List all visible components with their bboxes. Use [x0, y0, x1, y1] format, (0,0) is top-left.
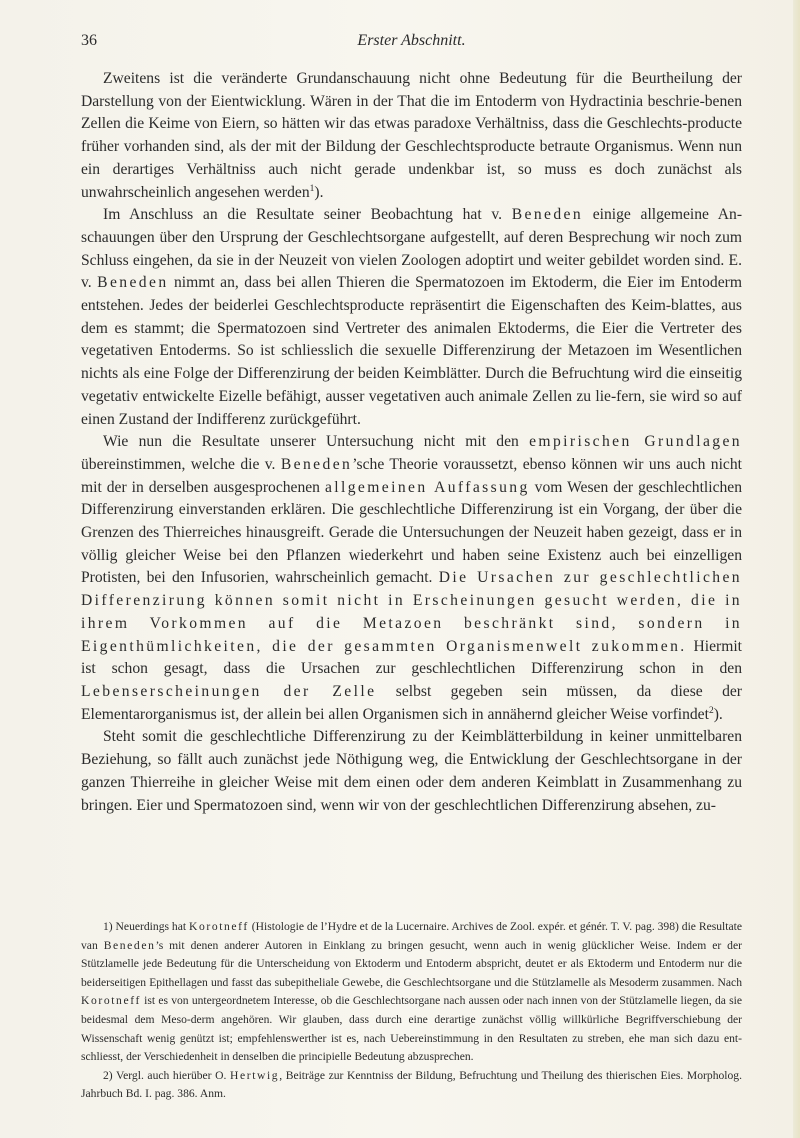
footnote-ref-2: 2	[708, 705, 714, 716]
footnote-2	[81, 1067, 742, 1104]
footnote-2-text-b: , Beiträge zur Kenntniss der Bildung, Befruchtung und Theilung des thierischen Eies. Morpholog. Jahrbuch Bd. I. pag. 386. Anm.	[81, 1068, 742, 1101]
emphasis-allgemeinen-auffassung: allgemeinen Auffassung	[324, 478, 530, 496]
footnote-ref-1: 1	[309, 183, 315, 194]
main-text	[81, 68, 742, 817]
footnote-1-text-c: ’s mit denen anderer Autoren in Einklang zu bringen gesucht, wenn auch in wenig glücklicher Weise. Indem er der Stützlamelle jede Bedeutung für die Unterscheidung von Ektoderm und Entoderm abspricht, deutet er als Ektoderm und Entoderm nur die beiderseitigen Epithellagen und fasst das subepitheliale Gewebe, die Geschlechtsorgane und die Stützlamelle als Mesoderm zusammen. Nach	[81, 938, 742, 989]
paragraph-3-end: ).	[713, 705, 723, 723]
page-number: 36	[81, 32, 97, 49]
paragraph-1-text: Zweitens ist die veränderte Grundanschauung nicht ohne Bedeutung für die Beurtheilung der Darstellung von der Eientwicklung. Wären in der That die im Entoderm von Hydractinia beschrie-benen Zellen die Keime von Eiern, so hätten wir das etwas paradoxe Verhältniss, dass die Geschlechts-producte früher vorhanden sind, als der mit der Bildung der Geschlechtsproducte betraute Organismus. Wenn nun ein derartiges Verhältniss auch nicht gerade undenkbar ist, so muss es doch zunächst als unwahrscheinlich angesehen werden	[81, 70, 742, 201]
author-name-korotneff: Korotneff	[81, 994, 141, 1008]
footnote-1-text-a: 1) Neuerdings hat	[103, 920, 189, 933]
author-name-beneden: Beneden	[103, 938, 156, 952]
footnote-1-text-b: (Histologie de l’Hydre et de la Lucernaire. Archives de Zool. expér. et génér. T. V. pag. 398) die Resultate van	[81, 920, 742, 952]
paragraph-3-text-f: selbst gegeben sein müssen, da diese der Elementarorganismus ist, der allein bei allen Organismen sich in annähernd gleicher Weise vorfindet	[81, 682, 743, 723]
footnote-2-text-a: 2) Vergl. auch hierüber O.	[103, 1068, 231, 1082]
author-name-beneden: Beneden	[511, 206, 584, 224]
emphasis-empirischen-grundlagen: empirischen Grundlagen	[529, 433, 742, 451]
paragraph-3-text-c: ’sche Theorie voraussetzt, ebenso können wir uns auch nicht mit der in derselben ausgesprochenen	[81, 455, 742, 496]
emphasis-thesis-statement: Die Ursachen zur geschlechtlichen Differenzirung können somit nicht in Erscheinungen gesucht werden, die in ihrem Vorkommen auf die Metazoen beschränkt sind, sondern in Eigenthümlichkeiten, die der gesammten Organismenwelt zukommen.	[81, 569, 742, 655]
paragraph-2-text-b: einige allgemeine An-schauungen über den Ursprung der Geschlechtsorgane aufgestellt, auf deren Besprechung wir noch zum Schluss eingehen, da sie in der Neuzeit von vielen Zoologen adoptirt und weiter gebildet worden sind. E. v.	[81, 206, 743, 292]
emphasis-lebenserscheinungen: Lebenserscheinungen der Zelle	[81, 682, 377, 700]
paragraph-3-text-e: Hiermit ist schon gesagt, dass die Ursachen zur geschlechtlichen Differenzirung schon in den	[81, 637, 743, 678]
author-name-beneden: Beneden	[280, 455, 353, 473]
footnote-1	[81, 918, 742, 1067]
paragraph-3	[81, 431, 742, 726]
author-name-korotneff: Korotneff	[188, 920, 249, 933]
paragraph-1-end: ).	[314, 183, 324, 201]
footnotes	[81, 918, 742, 1104]
author-name-beneden: Beneden	[97, 274, 169, 292]
paragraph-1	[81, 68, 742, 204]
paragraph-2-text-c: nimmt an, dass bei allen Thieren die Spermatozoen im Ektoderm, die Eier im Entoderm entstehen. Jedes der beiderlei Geschlechtsproducte repräsentirt die Eigenschaften des Keim-blattes, aus dem es stammt; die Spermatozoen sind Vertreter des animalen Ektoderms, die Eier die Vertreter des vegetativen Entoderms. So ist schliesslich die sexuelle Differenzirung der Metazoen im Wesentlichen nichts als eine Folge der Differenzirung der beiden Keimblätter. Durch die Befruchtung wird die einseitig vegetativ entwickelte Eizelle befähigt, ausser vegetativen auch animale Zellen zu lie-fern, sie wird so auf einen Zustand der Indifferenz zurückgeführt.	[81, 274, 742, 428]
paragraph-3-text-b: übereinstimmen, welche die v.	[81, 455, 281, 473]
footnote-1-text-d: ist es von untergeordnetem Interesse, ob die Geschlechtsorgane nach aussen oder nach innen von der Stützlamelle liegen, da sie beidesmal dem Meso-derm angehören. Wir glauben, dass durch eine derartige zunächst völlig willkürliche Begriffverschiebung der Wissenschaft wenig genützt ist; empfehlenswerther ist es, nach Uebereinstimmung in den Resultaten zu streben, ehe man sich dazu ent-schliesst, der Verschiedenheit in denselben die principielle Bedeutung abzusprechen.	[81, 994, 742, 1064]
paragraph-4: Steht somit die geschlechtliche Differenzirung zu der Keimblätterbildung in keiner unmittelbaren Beziehung, so fällt auch zunächst jede Nöthigung weg, die Entwicklung der Geschlechtsorgane in der ganzen Thierreihe in gleicher Weise mit dem einen oder dem anderen Keimblatt in Zusammenhang zu bringen. Eier und Spermatozoen sind, wenn wir von der geschlechtlichen Differenzirung absehen, zu-	[81, 728, 742, 814]
running-head: Erster Abschnitt.	[357, 32, 466, 49]
paragraph-2	[81, 204, 742, 431]
page-header	[81, 32, 742, 54]
paragraph-3-text-d: vom Wesen der geschlechtlichen Differenzirung einverstanden erklären. Die geschlechtliche Differenzirung ist ein Vorgang, der über die Grenzen des Thierreiches hinausgreift. Gerade die Untersuchungen der Neuzeit haben gezeigt, dass er in völlig gleicher Weise bei den Pflanzen wiederkehrt und haben seine Existenz auch bei einzelligen Protisten, bei den Infusorien, wahrscheinlich gemacht.	[81, 478, 743, 587]
paragraph-2-text-a: Im Anschluss an die Resultate seiner Beobachtung hat v.	[103, 206, 512, 224]
author-name-hertwig: Hertwig	[230, 1068, 280, 1082]
page-edge	[793, 0, 800, 1138]
paragraph-3-text-a: Wie nun die Resultate unserer Untersuchung nicht mit den	[103, 433, 530, 451]
